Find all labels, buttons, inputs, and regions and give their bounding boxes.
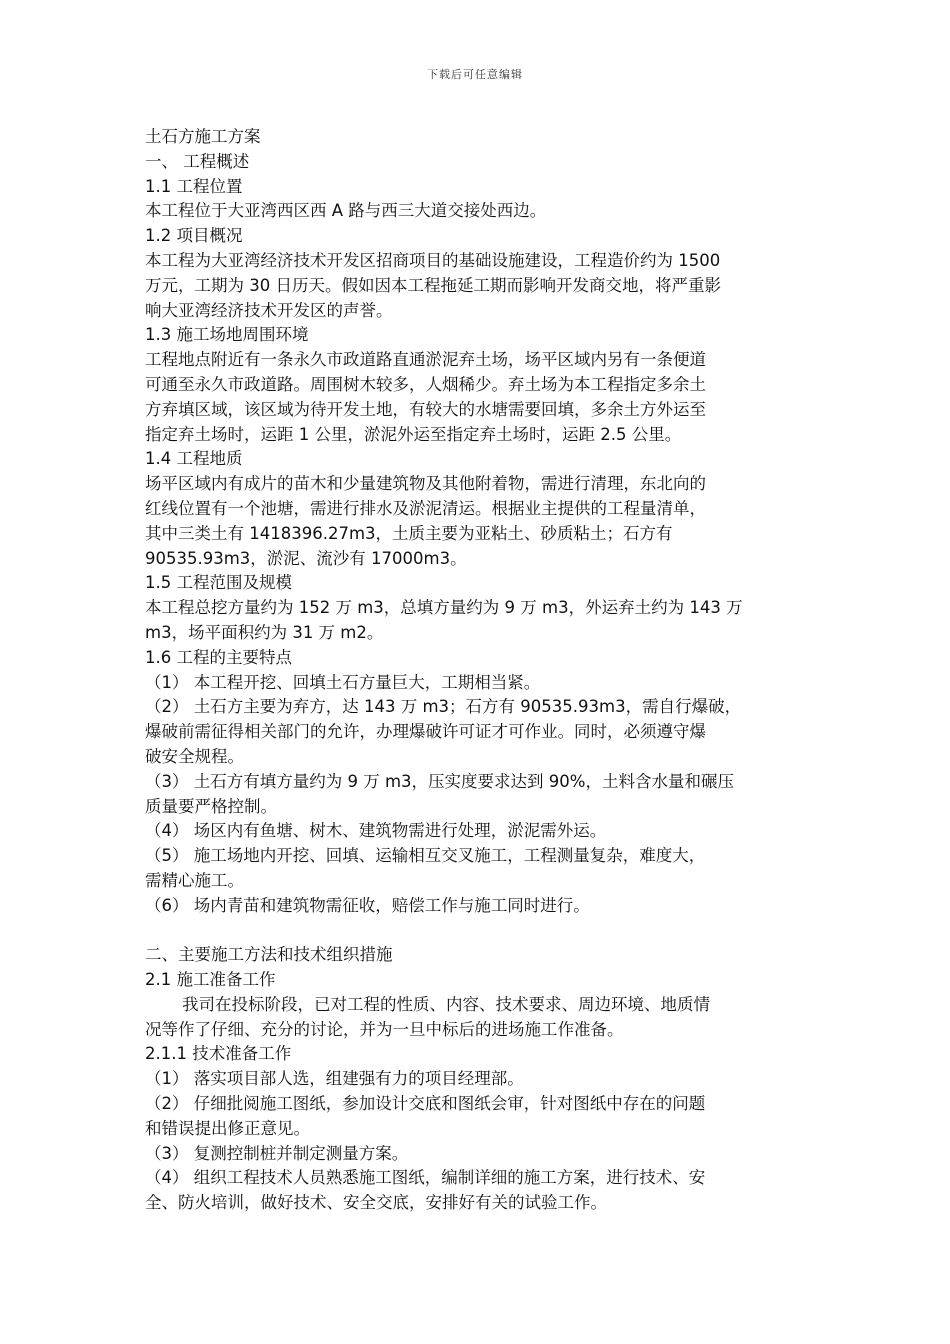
- text-line: 质量要严格控制。: [145, 796, 277, 816]
- text-line: 场平区域内有成片的苗木和少量建筑物及其他附着物，需进行清理，东北向的: [145, 474, 706, 494]
- text-line: （2） 仔细批阅施工图纸，参加设计交底和图纸会审，针对图纸中存在的问题: [145, 1094, 706, 1114]
- text-line: 1.2 项目概况: [145, 226, 243, 246]
- text-line: 二、主要施工方法和技术组织措施: [145, 945, 393, 965]
- section-methods-heading: [145, 943, 810, 993]
- text-line: 爆破前需征得相关部门的允许，办理爆破许可证才可作业。同时，必须遵守爆: [145, 722, 706, 742]
- text-line: 2.1 施工准备工作: [145, 970, 276, 990]
- text-line: 其中三类土有 1418396.27m3，土质主要为亚粘土、砂质粘土；石方有: [145, 523, 673, 543]
- text-line: 90535.93m3，淤泥、流沙有 17000m3。: [145, 548, 467, 568]
- text-line: 1.6 工程的主要特点: [145, 647, 292, 667]
- text-line: 方弃填区域，该区域为待开发土地，有较大的水塘需要回填，多余土方外运至: [145, 399, 706, 419]
- document-title: 土石方施工方案: [145, 127, 261, 146]
- text-line: m3，场平面积约为 31 万 m2。: [145, 622, 384, 642]
- page-header-note: 下载后可任意编辑: [427, 68, 523, 81]
- section-methods-body: [145, 1018, 810, 1216]
- text-line: 指定弃土场时，运距 1 公里，淤泥外运至指定弃土场时，运距 2.5 公里。: [145, 424, 682, 444]
- text-line: 红线位置有一个池塘，需进行排水及淤泥清运。根据业主提供的工程量清单，: [145, 498, 706, 518]
- text-line: 全、防火培训，做好技术、安全交底，安排好有关的试验工作。: [145, 1193, 607, 1213]
- blank-line: [145, 919, 810, 944]
- text-line: 破安全规程。: [145, 746, 244, 766]
- document-body: [145, 125, 810, 1216]
- text-line: 2.1.1 技术准备工作: [145, 1044, 292, 1064]
- text-line: 本工程总挖方量约为 152 万 m3，总填方量约为 9 万 m3，外运弃土约为 143 万: [145, 598, 743, 618]
- text-line: 工程地点附近有一条永久市政道路直通淤泥弃土场，场平区域内另有一条便道: [145, 350, 706, 370]
- text-line: 和错误提出修正意见。: [145, 1118, 310, 1138]
- section-overview: [145, 150, 810, 919]
- text-line: （6） 场内青苗和建筑物需征收，赔偿工作与施工同时进行。: [145, 895, 590, 915]
- text-line: （1） 本工程开挖、回填土石方量巨大，工期相当紧。: [145, 672, 541, 692]
- text-line: 况等作了仔细、充分的讨论，并为一旦中标后的进场施工作准备。: [145, 1019, 624, 1039]
- text-line: 一、 工程概述: [145, 151, 250, 171]
- text-line: （3） 复测控制桩并制定测量方案。: [145, 1143, 409, 1163]
- text-line: （4） 场区内有鱼塘、树木、建筑物需进行处理，淤泥需外运。: [145, 821, 607, 841]
- text-line: 可通至永久市政道路。周围树木较多，人烟稀少。弃土场为本工程指定多余土: [145, 374, 706, 394]
- text-line: 1.4 工程地质: [145, 449, 243, 469]
- text-line: （5） 施工场地内开挖、回填、运输相互交叉施工，工程测量复杂，难度大，: [145, 846, 706, 866]
- text-line: 需精心施工。: [145, 870, 244, 890]
- text-line: 响大亚湾经济技术开发区的声誉。: [145, 300, 393, 320]
- text-line: 本工程位于大亚湾西区西 A 路与西三大道交接处西边。: [145, 201, 547, 221]
- text-line: 1.1 工程位置: [145, 176, 243, 196]
- text-line: 1.5 工程范围及规模: [145, 573, 292, 593]
- text-line: 1.3 施工场地周围环境: [145, 325, 309, 345]
- text-line: （4） 组织工程技术人员熟悉施工图纸，编制详细的施工方案，进行技术、安: [145, 1168, 706, 1188]
- text-line: （3） 土石方有填方量约为 9 万 m3，压实度要求达到 90%，土料含水量和碾压: [145, 771, 734, 791]
- text-line: 本工程为大亚湾经济技术开发区招商项目的基础设施建设，工程造价约为 1500: [145, 250, 721, 270]
- text-line: （2） 土石方主要为弃方，达 143 万 m3；石方有 90535.93m3，需自行爆破，: [145, 697, 742, 717]
- text-line: 万元，工期为 30 日历天。假如因本工程拖延工期而影响开发商交地，将严重影: [145, 275, 721, 295]
- text-line: 我司在投标阶段，已对工程的性质、内容、技术要求、周边环境、地质情: [182, 994, 710, 1014]
- section-methods-paragraph: [145, 993, 810, 1018]
- text-line: （1） 落实项目部人选，组建强有力的项目经理部。: [145, 1069, 524, 1089]
